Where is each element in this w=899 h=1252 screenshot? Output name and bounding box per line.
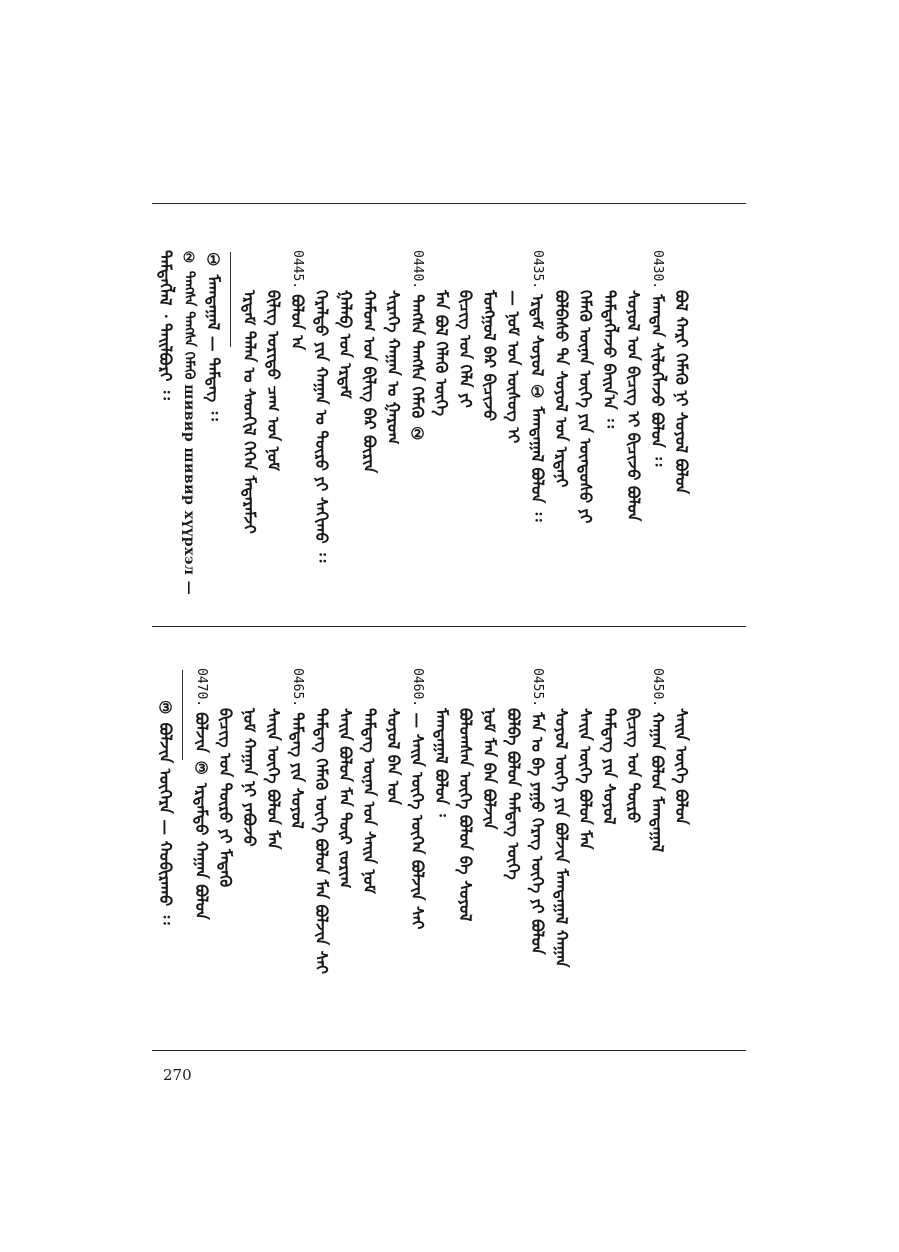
verse-line: ᠲᠡᠮᠳᠡᠭ ᠶᠢᠨ ᠰᠣᠶᠣᠯ bbox=[600, 708, 619, 825]
bottom-rule bbox=[152, 1050, 746, 1051]
verse-line: ᠪᠣᠯᠪᠠ ᠪᠣᠯᠤᠨ ᠲᠡᠮᠳᠡᠭ ᠦᠭᠡ bbox=[504, 708, 523, 880]
verse-line: ᠰᠢᠷᠡᠭᠡ ᠬᠠᠭᠠᠨ ᠤ ᠭᠠᠷᠤᠭ bbox=[384, 290, 403, 445]
verse-line: — ᠨᠣᠮ ᠤᠨ ᠦᠰᠦᠭ ᠢ bbox=[504, 290, 523, 444]
verse-line: 0460. — ᠰᠠᠢᠨ ᠦᠭᠡ ᠦᠭᠡᠨ ᠪᠣᠯᠵᠢᠨ ᠰᠠᠢ bbox=[408, 668, 427, 930]
verse-line: ᠬᠠᠮᠤᠭ ᠤᠨ ᠪᠢᠯᠢᠭ ᠪᠠᠷ ᠪᠦᠷᠢᠨ bbox=[360, 290, 379, 474]
verse-line: ᠰᠠᠢᠨ ᠦᠭᠡ ᠪᠣᠯᠤᠨ ᠮᠠᠨ bbox=[576, 708, 595, 850]
verse-line: 0435. ᠡᠷᠳᠡᠮ ᠰᠣᠶᠣᠯ ① ᠮᠠᠭᠲᠠᠭᠠᠯ ᠪᠣᠯᠤᠨ ᠄᠄ bbox=[528, 250, 547, 522]
verse-line: ᠲᠡᠮᠳᠡᠭᠯᠡᠵᠦ ᠪᠠᠢᠨ᠎ᠠ ᠄᠄ bbox=[600, 290, 619, 429]
upper-footnote-3: ① ᠮᠠᠭᠲᠠᠭᠠᠯ — ᠲᠡᠮᠳᠡᠭ ᠄᠄ bbox=[204, 250, 223, 421]
middle-rule bbox=[152, 626, 746, 627]
verse-line: ᠪᠣᠯ ᠬᠠᠷᠢ ᠬᠡᠮᠡᠬᠦ ᠨᠢ ᠰᠣᠶᠣᠯ ᠪᠣᠯᠤᠨ bbox=[672, 290, 691, 495]
verse-line: ᠪᠣᠯᠪᠠᠰᠤ ᠲᠠ ᠰᠣᠶᠣᠯ ᠤᠨ ᠡᠷᠳᠡᠨᠢ bbox=[552, 290, 571, 488]
lower-footnote-1: ③ ᠪᠣᠯᠵᠢᠨ ᠥᠭᠡᠷᠡ — ᠬᠤᠪᠢᠷᠠᠬᠤ ᠄᠄ bbox=[156, 698, 175, 925]
verse-line: 0430. ᠮᠠᠭᠲᠠᠨ ᠰᠢᠯᠦᠭᠯᠡᠵᠦ ᠪᠣᠯᠤᠨ ᠄᠄ bbox=[648, 250, 667, 467]
verse-line: ᠬᠡᠮᠡᠬᠦ ᠦᠨᠡᠨ ᠦᠭᠡ ᠶᠢᠨ ᠦᠨᠳᠦᠰᠦ ᠶᠢ bbox=[576, 290, 595, 524]
verse-line: ᠪᠢᠴᠢᠭ ᠤᠨ ᠲᠥᠷᠦ ᠶᠢ ᠮᠡᠳᠡᠬᠦ bbox=[216, 708, 235, 888]
verse-line: 0465. ᠲᠡᠮᠳᠡᠭ ᠶᠢᠨ ᠰᠣᠶᠣᠯ bbox=[288, 668, 307, 829]
verse-line: ᠰᠠᠢᠨ ᠦᠭᠡ ᠪᠣᠯᠤᠨ bbox=[672, 708, 691, 825]
verse-line: ᠲᠡᠮᠳᠡᠭ ᠬᠡᠮᠡᠬᠦ ᠦᠭᠡ ᠪᠣᠯᠤᠨ ᠮᠠᠨ ᠪᠣᠯᠵᠢᠨ ᠰᠠᠢ bbox=[312, 708, 331, 975]
verse-line: 0470. ᠪᠣᠯᠵᠢᠨ ③ ᠡᠷᠳᠡᠮᠲᠦ ᠬᠠᠭᠠᠨ ᠪᠣᠯᠤᠨ bbox=[192, 668, 211, 920]
upper-footnote-2: ② ᠲᠠᠩᠰᠠ ᠲᠠᠩᠰᠠ ᠬᠡᠮᠡᠬᠦ шивир шивир хүүрхэл — bbox=[181, 250, 197, 596]
verse-line: 0440. ᠲᠠᠩᠰᠠ ᠲᠠᠩᠰᠠ ᠬᠡᠮᠡᠬᠦ ② bbox=[408, 250, 427, 443]
verse-line: ᠮᠡᠨ ᠪᠣᠯ ᠬᠡᠯᠡᠬᠦ ᠦᠬᠡ bbox=[432, 290, 451, 417]
upper-verse-panel bbox=[152, 250, 746, 615]
upper-footnote-1: ᠲᠡᠮᠳᠡᠭ᠌ᠯᠡᠯ ᠂ ᠲᠠᠢᠯᠪᠤᠷᠢ ᠄᠄ bbox=[156, 250, 175, 400]
verse-line: ᠮᠠᠭᠲᠠᠭᠠᠯ ᠪᠣᠯᠤᠨ ᠄ bbox=[432, 708, 451, 817]
verse-line: ᠭᠠᠯᠠᠪ ᠤᠨ ᠡᠷᠳᠡᠮ bbox=[336, 290, 355, 399]
upper-footnote-separator bbox=[230, 252, 231, 347]
top-rule bbox=[152, 203, 746, 204]
verse-line: ᠰᠣᠶᠣᠯ ᠤᠨ ᠪᠢᠴᠢᠭ ᠢ ᠪᠢᠴᠢᠵᠦ ᠪᠣᠯᠤᠨ bbox=[624, 290, 643, 522]
verse-line: ᠲᠡᠮᠳᠡᠭ ᠦᠨᠡᠨ ᠤᠨ ᠰᠠᠢᠨ ᠨᠣᠮ bbox=[360, 708, 379, 894]
verse-line: ᠰᠣᠶᠣᠯ ᠪᠠᠨ ᠤᠨ bbox=[384, 708, 403, 805]
page-number: 270 bbox=[163, 1066, 192, 1084]
verse-line: ᠮᠣᠩᠭᠣᠯ ᠪᠠᠷ ᠪᠢᠴᠢᠵᠦ bbox=[480, 290, 499, 422]
verse-line: ᠰᠠᠢᠨ ᠪᠣᠯᠤᠨ ᠮᠠᠨ ᠲᠦᠷ ᠵᠣᠷᠢᠭ bbox=[336, 708, 355, 889]
verse-line: ᠨᠣᠮ ᠬᠠᠭᠠᠨ ᠨᠢ ᠶᠠᠪᠤᠵᠤ bbox=[240, 708, 259, 847]
verse-line: ᠪᠢᠯᠢᠭ ᠤᠷᠢᠳᠤ ᠴᠠᠭ ᠤᠨ ᠨᠣᠮ bbox=[264, 290, 283, 471]
verse-line: ᠭᠡᠷᠡᠯᠲᠦ ᠶᠢᠨ ᠬᠠᠭᠠᠨ ᠤ ᠲᠥᠷᠦ ᠶᠢ ᠰᠠᠬᠢᠬᠤ ᠄᠄ bbox=[312, 290, 331, 563]
verse-line: 0455. ᠮᠠᠨ ᠤ ᠪᠠ ᠶᠠᠭᠤ ᠬᠡᠷᠡᠭ ᠦᠭᠡ ᠶᠢ ᠪᠣᠯᠤᠨ bbox=[528, 668, 547, 955]
verse-line: ᠪᠢᠴᠢᠭ ᠤᠨ ᠲᠥᠷᠦ bbox=[624, 708, 643, 824]
verse-line: ᠡᠷᠳᠡᠮ ᠲᠠᠯᠠᠨ ᠤ ᠰᠡᠳᠬᠢᠯ ᠭᠡᠭᠡᠨ ᠮᠡᠳᠡᠷᠡᠮᠵᠢ bbox=[240, 290, 259, 534]
lower-verse-panel bbox=[152, 668, 746, 1038]
lower-footnote-separator bbox=[182, 670, 183, 760]
verse-line: ᠪᠣᠯᠤᠭᠰᠠᠨ ᠦᠭᠡ ᠪᠣᠯᠤᠨ ᠪᠠ ᠰᠣᠶᠣᠯ bbox=[456, 708, 475, 922]
verse-line: ᠨᠣᠮ ᠮᠠᠨ ᠪᠠᠨ ᠪᠣᠯᠵᠢᠨ bbox=[480, 708, 499, 830]
verse-line: ᠪᠢᠴᠢᠭ ᠤᠨ ᠬᠡᠯᠡ ᠶᠢ bbox=[456, 290, 475, 408]
verse-line: 0450. ᠬᠠᠭᠠᠨ ᠪᠣᠯᠤᠨ ᠮᠠᠭᠲᠠᠭᠠᠯ bbox=[648, 668, 667, 853]
verse-line: ᠰᠠᠢᠨ ᠦᠭᠡ ᠪᠣᠯᠤᠨ ᠮᠠᠨ bbox=[264, 708, 283, 850]
verse-line: ᠰᠣᠶᠣᠯ ᠦᠭᠡ ᠶᠢᠨ ᠪᠣᠯᠵᠢᠨ ᠮᠠᠭᠲᠠᠭᠠᠯ ᠬᠠᠭᠠᠨ bbox=[552, 708, 571, 968]
verse-line: 0445. ᠪᠣᠯᠤᠨ ᠠ bbox=[288, 250, 307, 351]
